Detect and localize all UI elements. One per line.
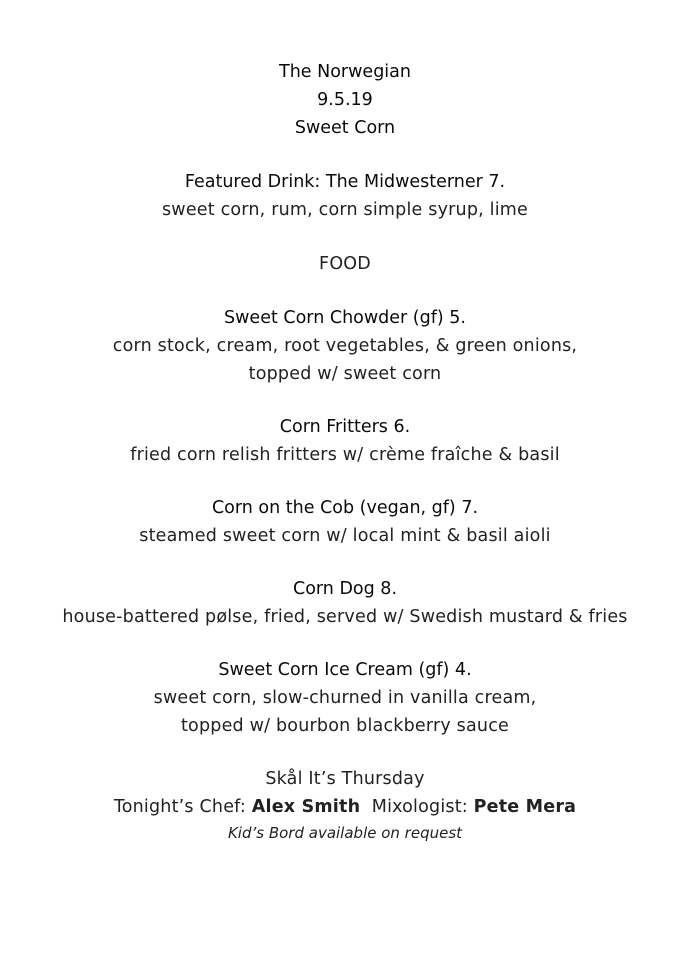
spacer	[0, 631, 690, 656]
restaurant-name: The Norwegian	[279, 62, 411, 82]
menu-item-description: steamed sweet corn w/ local mint & basil aioli	[139, 526, 551, 546]
menu-item-description: corn stock, cream, root vegetables, & green onions,	[112, 336, 578, 356]
mixologist-label: Mixologist:	[371, 797, 468, 817]
menu-item-description: house-battered pølse, fried, served w/ Swedish mustard & fries	[62, 607, 628, 627]
chef-label: Tonight’s Chef:	[113, 797, 247, 817]
menu	[0, 58, 690, 845]
spacer	[0, 469, 690, 494]
spacer	[0, 278, 690, 304]
footer-note: Kid’s Bord available on request	[227, 824, 463, 842]
menu-item	[0, 304, 690, 388]
section-label-food: FOOD	[319, 254, 371, 274]
menu-item-title: Corn Fritters 6.	[279, 417, 411, 437]
menu-item-title: Sweet Corn Chowder (gf) 5.	[224, 308, 466, 328]
menu-item-title: Corn Dog 8.	[292, 579, 398, 599]
menu-item	[0, 575, 690, 631]
menu-item	[0, 494, 690, 550]
spacer	[0, 142, 690, 168]
featured-drink-title: Featured Drink: The Midwesterner 7.	[184, 172, 506, 192]
footer-staff	[0, 793, 690, 821]
menu-item	[0, 656, 690, 740]
menu-item-title: Corn on the Cob (vegan, gf) 7.	[211, 498, 479, 518]
menu-item-description: topped w/ bourbon blackberry sauce	[180, 716, 509, 736]
spacer	[0, 224, 690, 250]
menu-item	[0, 413, 690, 469]
menu-date: 9.5.19	[317, 90, 373, 110]
spacer	[0, 740, 690, 765]
menu-item-description: sweet corn, slow-churned in vanilla cream,	[153, 688, 537, 708]
featured-drink-description: sweet corn, rum, corn simple syrup, lime	[161, 200, 528, 220]
spacer	[0, 388, 690, 413]
mixologist-name: Pete Mera	[473, 797, 577, 817]
menu-item-title: Sweet Corn Ice Cream (gf) 4.	[218, 660, 472, 680]
chef-name: Alex Smith	[251, 797, 361, 817]
menu-item-description: topped w/ sweet corn	[248, 364, 442, 384]
menu-theme: Sweet Corn	[294, 118, 396, 138]
footer-tagline: Skål It’s Thursday	[265, 769, 425, 789]
menu-item-description: fried corn relish fritters w/ crème fraîche & basil	[130, 445, 560, 465]
spacer	[0, 550, 690, 575]
